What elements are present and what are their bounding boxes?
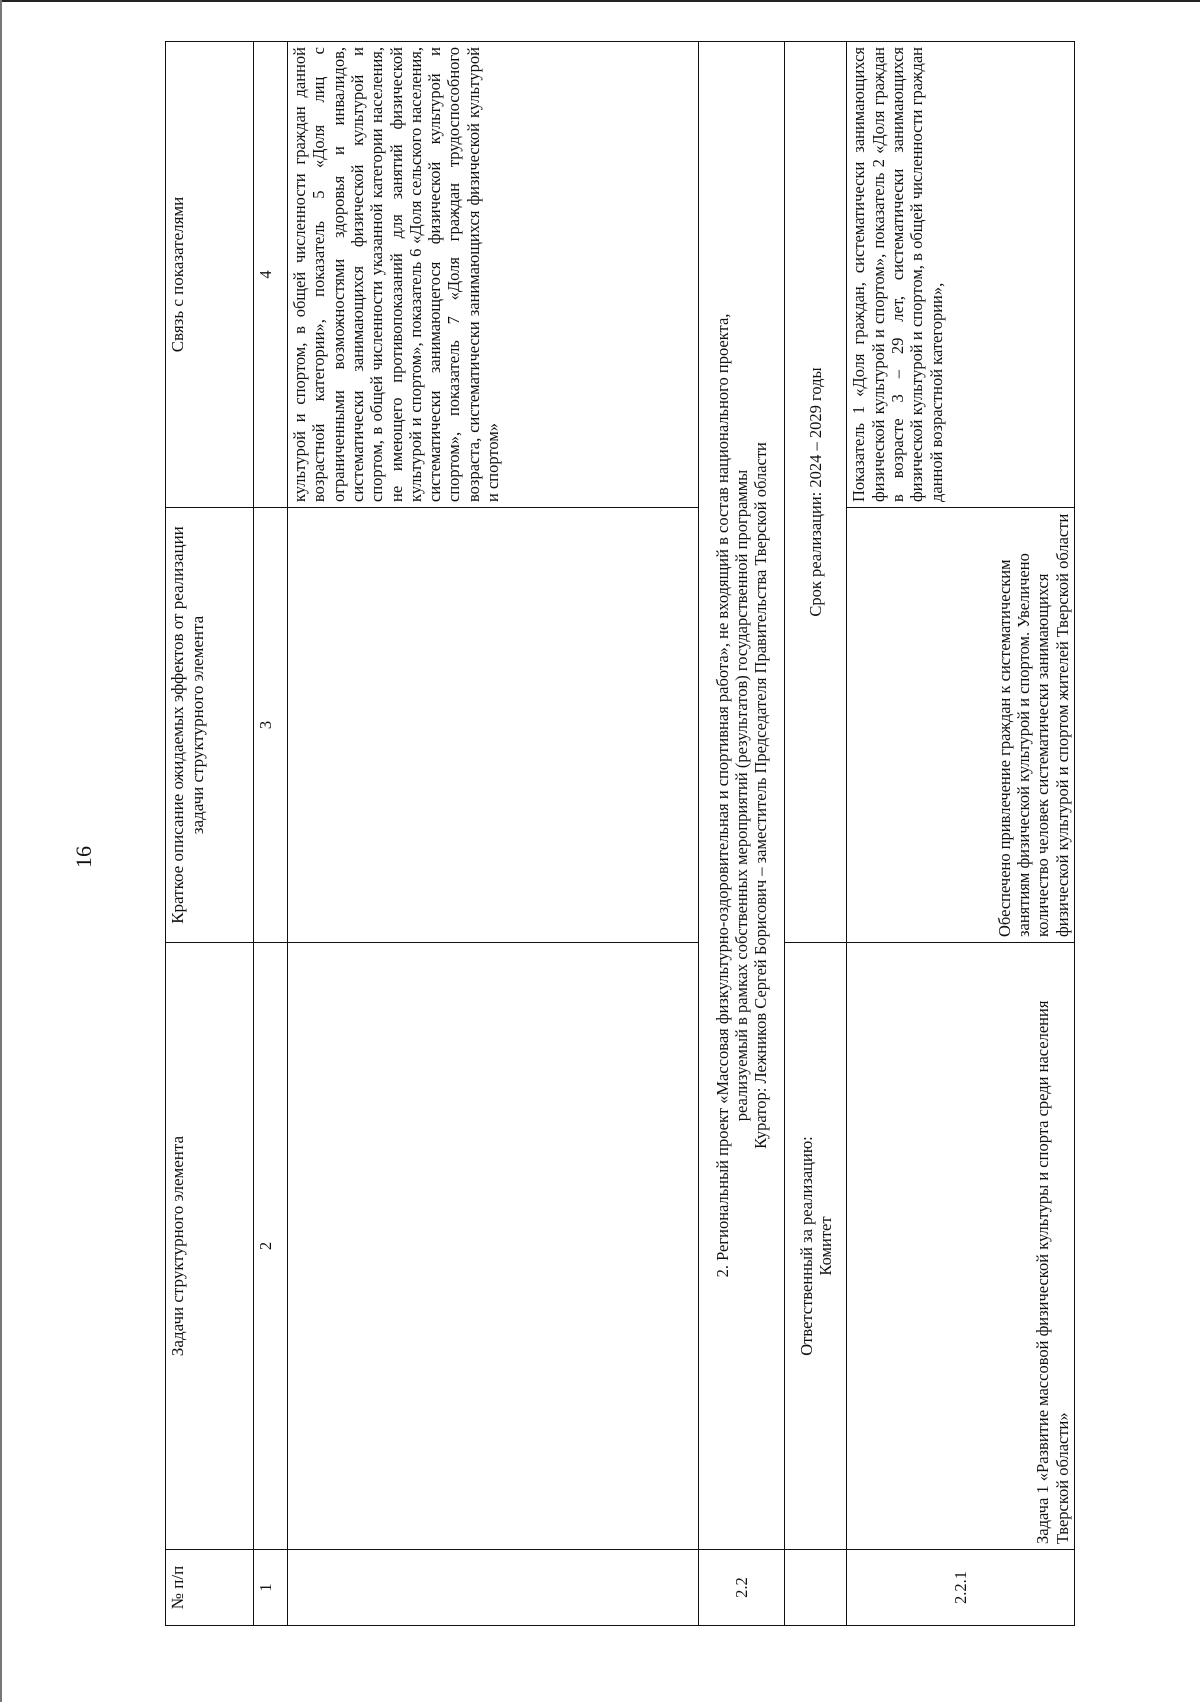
task-title: Задача 1 «Развитие массовой физической культуры и спорта среди населения Тверской области» bbox=[847, 943, 1075, 1550]
project-number: 2.2 bbox=[698, 1550, 785, 1626]
column-number-3: 3 bbox=[253, 508, 287, 943]
column-numbers-row bbox=[253, 42, 287, 1626]
header-tasks: Задачи структурного элемента bbox=[166, 943, 254, 1550]
continuation-row bbox=[288, 42, 699, 1626]
column-number-4: 4 bbox=[253, 42, 287, 508]
continuation-indicators-cell: культурой и спортом, в общей численности граждан данной возрастной категории», показатель 5 «Доля лиц с ограниченными возможностями здоровья и инвалидов, систематически занимающихся физической культурой и спортом, в общей численности указанной категории населения, не имеющего противопоказаний для занятий физической культурой и спортом», показатель 6 «Доля сельского населения, систематически занимающегося физической культурой и спортом», показатель 7 «Доля граждан трудоспособного возраста, систематически занимающихся физической культурой и спортом» bbox=[288, 42, 699, 508]
continuation-effects-cell bbox=[288, 508, 699, 943]
implementation-period: Срок реализации: 2024 – 2029 годы bbox=[785, 42, 847, 943]
task-row bbox=[847, 42, 1075, 1626]
responsible-value: Комитет bbox=[815, 1216, 835, 1276]
project-title-line2: реализуемый в рамках собственных мероприятий (результатов) государственной программы bbox=[731, 469, 751, 1122]
responsible-label: Ответственный за реализацию: bbox=[796, 1136, 816, 1356]
task-indicators: Показатель 1 «Доля граждан, систематически занимающихся физической культурой и спортом», показатель 2 «Доля граждан в возрасте 3 – 29 лет, систематически занимающихся физической культурой и спортом, в общей численности граждан данной возрастной категории», bbox=[847, 42, 1075, 508]
continuation-number-cell bbox=[288, 1550, 699, 1626]
project-title-line1: 2. Региональный проект «Массовая физкультурно-оздоровительная и спортивная работа», не входящий в состав национального проекта, bbox=[712, 313, 732, 1278]
header-effects: Краткое описание ожидаемых эффектов от реализации задачи структурного элемента bbox=[166, 508, 254, 943]
rotated-table-container bbox=[165, 47, 1075, 1626]
task-number: 2.2.1 bbox=[847, 1550, 1075, 1626]
column-number-2: 2 bbox=[253, 943, 287, 1550]
continuation-task-cell bbox=[288, 943, 699, 1550]
scan-edge-top bbox=[0, 0, 1200, 2]
column-number-1: 1 bbox=[253, 1550, 287, 1626]
page-number: 16 bbox=[71, 846, 96, 868]
responsible-number-cell bbox=[785, 1550, 847, 1626]
project-curator: Куратор: Лежников Сергей Борисович – заместитель Председателя Правительства Тверской области bbox=[751, 442, 771, 1149]
header-number: № п/п bbox=[166, 1550, 254, 1626]
table-header-row bbox=[166, 42, 254, 1626]
project-description bbox=[698, 42, 785, 1550]
structural-elements-table bbox=[165, 41, 1075, 1626]
project-row bbox=[698, 42, 785, 1626]
header-indicators: Связь с показателями bbox=[166, 42, 254, 508]
responsible-row bbox=[785, 42, 847, 1626]
responsible-cell bbox=[785, 943, 847, 1550]
task-effects: Обеспечено привлечение граждан к систематическим занятиям физической культурой и спортом. Увеличено количество человек систематически занимающихся физической культурой и спортом жителей Тверской области bbox=[847, 508, 1075, 943]
scan-edge-left bbox=[0, 0, 2, 1702]
